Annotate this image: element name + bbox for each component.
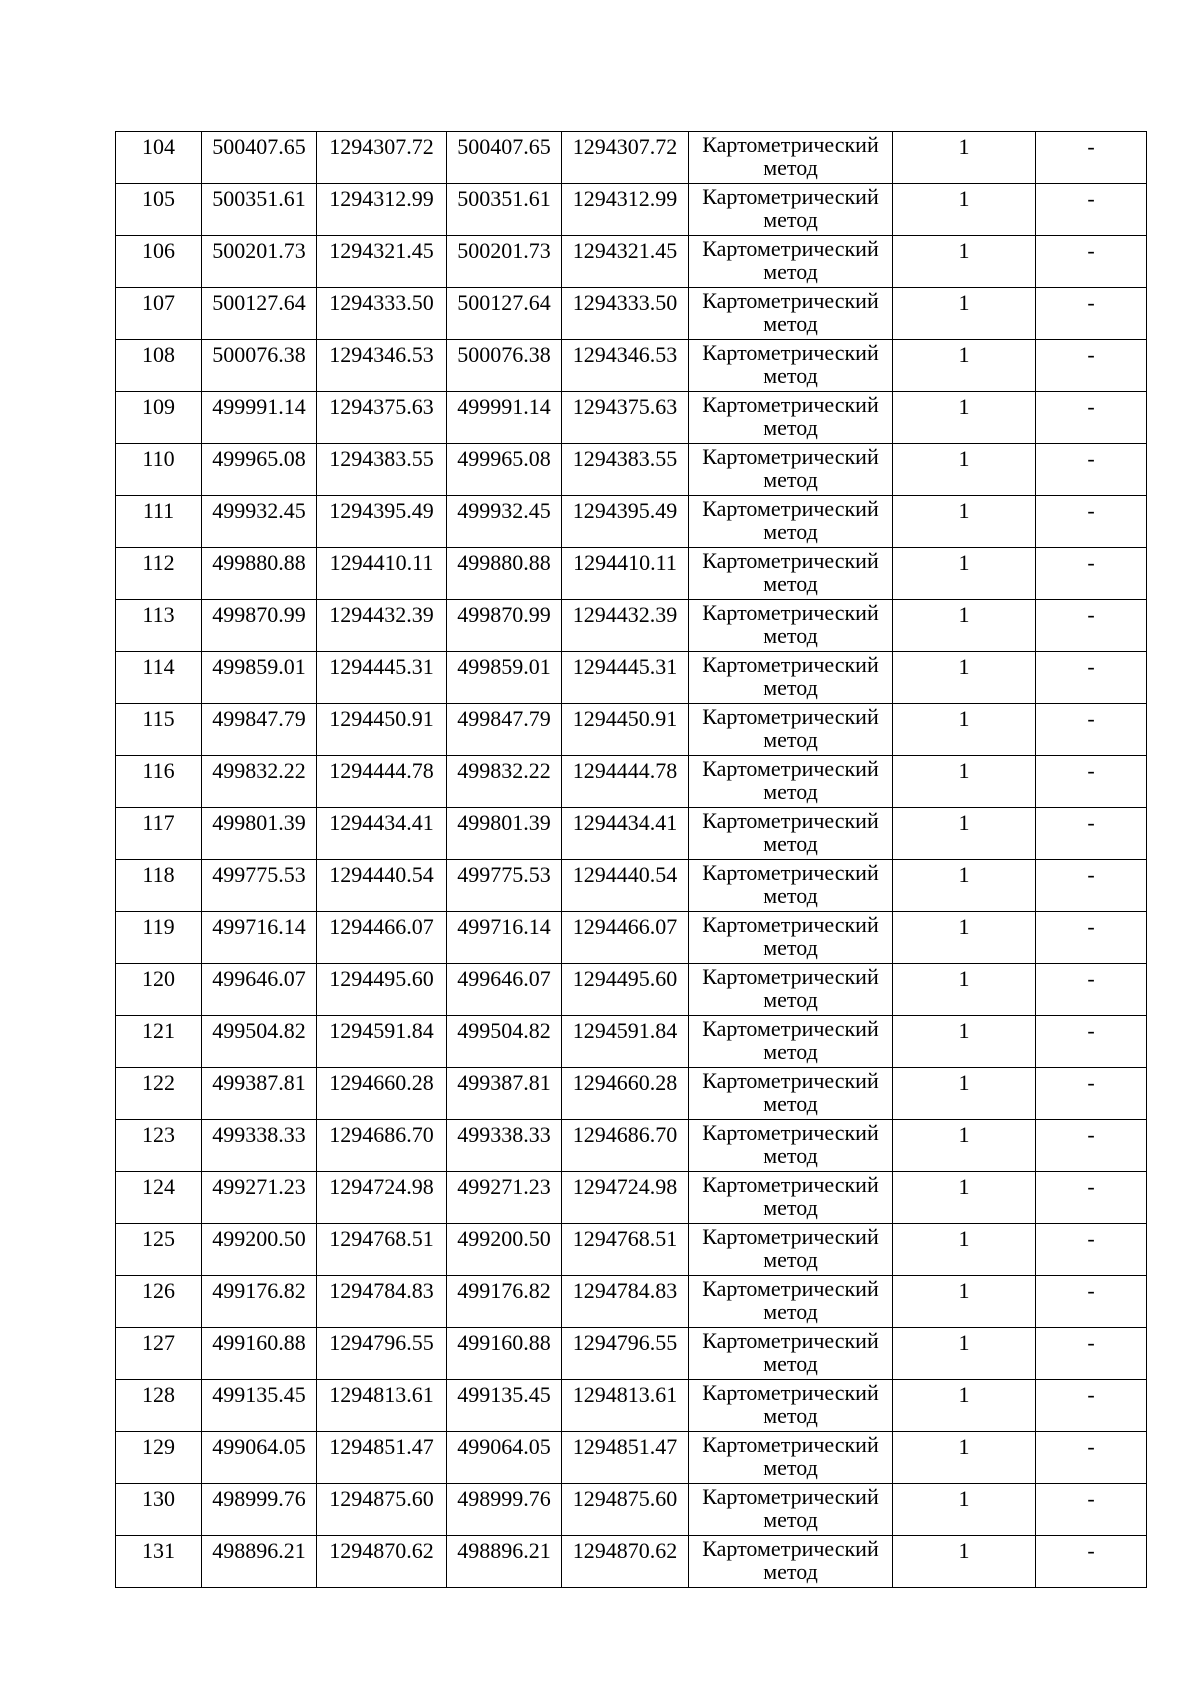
note-cell: - <box>1036 1536 1147 1588</box>
x-new-cell: 499801.39 <box>447 808 562 860</box>
note-cell: - <box>1036 548 1147 600</box>
point-number-cell: 128 <box>116 1380 202 1432</box>
y-existing-cell: 1294784.83 <box>317 1276 447 1328</box>
table-row <box>116 1432 1147 1484</box>
accuracy-cell: 1 <box>893 496 1036 548</box>
y-new-cell: 1294375.63 <box>562 392 689 444</box>
note-cell: - <box>1036 756 1147 808</box>
point-number-cell: 116 <box>116 756 202 808</box>
y-new-cell: 1294346.53 <box>562 340 689 392</box>
method-cell: Картометрический метод <box>689 1224 893 1276</box>
point-number-cell: 113 <box>116 600 202 652</box>
method-cell: Картометрический метод <box>689 340 893 392</box>
x-existing-cell: 500076.38 <box>202 340 317 392</box>
note-cell: - <box>1036 1276 1147 1328</box>
point-number-cell: 123 <box>116 1120 202 1172</box>
method-cell: Картометрический метод <box>689 1068 893 1120</box>
method-cell: Картометрический метод <box>689 444 893 496</box>
x-new-cell: 499646.07 <box>447 964 562 1016</box>
point-number-cell: 111 <box>116 496 202 548</box>
table-row <box>116 1276 1147 1328</box>
table-row <box>116 1068 1147 1120</box>
x-existing-cell: 500351.61 <box>202 184 317 236</box>
point-number-cell: 104 <box>116 132 202 184</box>
x-existing-cell: 499832.22 <box>202 756 317 808</box>
x-existing-cell: 499716.14 <box>202 912 317 964</box>
x-existing-cell: 499991.14 <box>202 392 317 444</box>
y-new-cell: 1294724.98 <box>562 1172 689 1224</box>
accuracy-cell: 1 <box>893 392 1036 444</box>
y-existing-cell: 1294432.39 <box>317 600 447 652</box>
table-row <box>116 1172 1147 1224</box>
accuracy-cell: 1 <box>893 184 1036 236</box>
y-new-cell: 1294813.61 <box>562 1380 689 1432</box>
accuracy-cell: 1 <box>893 1536 1036 1588</box>
note-cell: - <box>1036 1432 1147 1484</box>
x-existing-cell: 499160.88 <box>202 1328 317 1380</box>
y-new-cell: 1294875.60 <box>562 1484 689 1536</box>
table-row <box>116 1016 1147 1068</box>
x-existing-cell: 499271.23 <box>202 1172 317 1224</box>
note-cell: - <box>1036 652 1147 704</box>
method-cell: Картометрический метод <box>689 496 893 548</box>
method-cell: Картометрический метод <box>689 1120 893 1172</box>
point-number-cell: 129 <box>116 1432 202 1484</box>
accuracy-cell: 1 <box>893 808 1036 860</box>
accuracy-cell: 1 <box>893 756 1036 808</box>
table-row <box>116 1380 1147 1432</box>
x-existing-cell: 499504.82 <box>202 1016 317 1068</box>
y-existing-cell: 1294434.41 <box>317 808 447 860</box>
y-new-cell: 1294466.07 <box>562 912 689 964</box>
y-new-cell: 1294591.84 <box>562 1016 689 1068</box>
x-new-cell: 499991.14 <box>447 392 562 444</box>
note-cell: - <box>1036 184 1147 236</box>
table-row <box>116 808 1147 860</box>
y-new-cell: 1294321.45 <box>562 236 689 288</box>
x-existing-cell: 500407.65 <box>202 132 317 184</box>
method-cell: Картометрический метод <box>689 1484 893 1536</box>
coordinates-table <box>115 131 1147 1588</box>
method-cell: Картометрический метод <box>689 1380 893 1432</box>
accuracy-cell: 1 <box>893 1484 1036 1536</box>
y-new-cell: 1294784.83 <box>562 1276 689 1328</box>
note-cell: - <box>1036 288 1147 340</box>
accuracy-cell: 1 <box>893 964 1036 1016</box>
table-row <box>116 1484 1147 1536</box>
point-number-cell: 110 <box>116 444 202 496</box>
table-row <box>116 756 1147 808</box>
table-row <box>116 444 1147 496</box>
point-number-cell: 106 <box>116 236 202 288</box>
table-row <box>116 912 1147 964</box>
method-cell: Картометрический метод <box>689 912 893 964</box>
note-cell: - <box>1036 236 1147 288</box>
point-number-cell: 127 <box>116 1328 202 1380</box>
x-existing-cell: 499859.01 <box>202 652 317 704</box>
point-number-cell: 109 <box>116 392 202 444</box>
y-existing-cell: 1294660.28 <box>317 1068 447 1120</box>
y-existing-cell: 1294813.61 <box>317 1380 447 1432</box>
y-new-cell: 1294333.50 <box>562 288 689 340</box>
y-new-cell: 1294383.55 <box>562 444 689 496</box>
x-existing-cell: 498896.21 <box>202 1536 317 1588</box>
y-existing-cell: 1294375.63 <box>317 392 447 444</box>
y-existing-cell: 1294495.60 <box>317 964 447 1016</box>
x-new-cell: 500407.65 <box>447 132 562 184</box>
point-number-cell: 122 <box>116 1068 202 1120</box>
table-row <box>116 288 1147 340</box>
accuracy-cell: 1 <box>893 652 1036 704</box>
table-row <box>116 496 1147 548</box>
method-cell: Картометрический метод <box>689 860 893 912</box>
point-number-cell: 117 <box>116 808 202 860</box>
method-cell: Картометрический метод <box>689 1276 893 1328</box>
y-existing-cell: 1294870.62 <box>317 1536 447 1588</box>
x-existing-cell: 499064.05 <box>202 1432 317 1484</box>
table-row <box>116 392 1147 444</box>
x-new-cell: 499870.99 <box>447 600 562 652</box>
y-existing-cell: 1294312.99 <box>317 184 447 236</box>
table-row <box>116 548 1147 600</box>
y-existing-cell: 1294333.50 <box>317 288 447 340</box>
note-cell: - <box>1036 1068 1147 1120</box>
x-existing-cell: 499801.39 <box>202 808 317 860</box>
note-cell: - <box>1036 808 1147 860</box>
x-existing-cell: 499646.07 <box>202 964 317 1016</box>
y-new-cell: 1294440.54 <box>562 860 689 912</box>
y-existing-cell: 1294307.72 <box>317 132 447 184</box>
y-existing-cell: 1294444.78 <box>317 756 447 808</box>
method-cell: Картометрический метод <box>689 1172 893 1224</box>
method-cell: Картометрический метод <box>689 548 893 600</box>
x-new-cell: 499387.81 <box>447 1068 562 1120</box>
x-new-cell: 499775.53 <box>447 860 562 912</box>
note-cell: - <box>1036 1120 1147 1172</box>
note-cell: - <box>1036 392 1147 444</box>
point-number-cell: 107 <box>116 288 202 340</box>
x-existing-cell: 499387.81 <box>202 1068 317 1120</box>
table-row <box>116 1536 1147 1588</box>
y-existing-cell: 1294383.55 <box>317 444 447 496</box>
method-cell: Картометрический метод <box>689 964 893 1016</box>
note-cell: - <box>1036 964 1147 1016</box>
table-row <box>116 1328 1147 1380</box>
method-cell: Картометрический метод <box>689 756 893 808</box>
x-existing-cell: 499135.45 <box>202 1380 317 1432</box>
x-new-cell: 499338.33 <box>447 1120 562 1172</box>
point-number-cell: 115 <box>116 704 202 756</box>
table-row <box>116 704 1147 756</box>
y-existing-cell: 1294724.98 <box>317 1172 447 1224</box>
point-number-cell: 124 <box>116 1172 202 1224</box>
x-new-cell: 500127.64 <box>447 288 562 340</box>
accuracy-cell: 1 <box>893 600 1036 652</box>
table-row <box>116 964 1147 1016</box>
y-new-cell: 1294312.99 <box>562 184 689 236</box>
x-new-cell: 500201.73 <box>447 236 562 288</box>
accuracy-cell: 1 <box>893 236 1036 288</box>
method-cell: Картометрический метод <box>689 1432 893 1484</box>
method-cell: Картометрический метод <box>689 1016 893 1068</box>
table-row <box>116 652 1147 704</box>
y-existing-cell: 1294875.60 <box>317 1484 447 1536</box>
accuracy-cell: 1 <box>893 704 1036 756</box>
x-existing-cell: 499880.88 <box>202 548 317 600</box>
table-row <box>116 1120 1147 1172</box>
x-new-cell: 499504.82 <box>447 1016 562 1068</box>
point-number-cell: 125 <box>116 1224 202 1276</box>
accuracy-cell: 1 <box>893 1120 1036 1172</box>
accuracy-cell: 1 <box>893 912 1036 964</box>
x-new-cell: 499160.88 <box>447 1328 562 1380</box>
y-new-cell: 1294686.70 <box>562 1120 689 1172</box>
note-cell: - <box>1036 1224 1147 1276</box>
point-number-cell: 114 <box>116 652 202 704</box>
point-number-cell: 120 <box>116 964 202 1016</box>
x-new-cell: 499965.08 <box>447 444 562 496</box>
note-cell: - <box>1036 1484 1147 1536</box>
x-existing-cell: 500127.64 <box>202 288 317 340</box>
x-new-cell: 499880.88 <box>447 548 562 600</box>
x-existing-cell: 499965.08 <box>202 444 317 496</box>
point-number-cell: 118 <box>116 860 202 912</box>
method-cell: Картометрический метод <box>689 1536 893 1588</box>
point-number-cell: 121 <box>116 1016 202 1068</box>
note-cell: - <box>1036 1172 1147 1224</box>
y-new-cell: 1294434.41 <box>562 808 689 860</box>
method-cell: Картометрический метод <box>689 184 893 236</box>
y-existing-cell: 1294686.70 <box>317 1120 447 1172</box>
accuracy-cell: 1 <box>893 340 1036 392</box>
x-existing-cell: 500201.73 <box>202 236 317 288</box>
method-cell: Картометрический метод <box>689 704 893 756</box>
method-cell: Картометрический метод <box>689 132 893 184</box>
x-new-cell: 499135.45 <box>447 1380 562 1432</box>
point-number-cell: 131 <box>116 1536 202 1588</box>
x-new-cell: 499716.14 <box>447 912 562 964</box>
y-existing-cell: 1294321.45 <box>317 236 447 288</box>
y-new-cell: 1294870.62 <box>562 1536 689 1588</box>
x-existing-cell: 499870.99 <box>202 600 317 652</box>
accuracy-cell: 1 <box>893 1432 1036 1484</box>
note-cell: - <box>1036 600 1147 652</box>
method-cell: Картометрический метод <box>689 600 893 652</box>
method-cell: Картометрический метод <box>689 808 893 860</box>
note-cell: - <box>1036 912 1147 964</box>
note-cell: - <box>1036 1328 1147 1380</box>
x-new-cell: 499176.82 <box>447 1276 562 1328</box>
y-existing-cell: 1294445.31 <box>317 652 447 704</box>
y-existing-cell: 1294410.11 <box>317 548 447 600</box>
accuracy-cell: 1 <box>893 444 1036 496</box>
y-new-cell: 1294307.72 <box>562 132 689 184</box>
point-number-cell: 119 <box>116 912 202 964</box>
x-new-cell: 500076.38 <box>447 340 562 392</box>
x-new-cell: 499271.23 <box>447 1172 562 1224</box>
y-existing-cell: 1294796.55 <box>317 1328 447 1380</box>
x-new-cell: 499064.05 <box>447 1432 562 1484</box>
note-cell: - <box>1036 704 1147 756</box>
y-existing-cell: 1294851.47 <box>317 1432 447 1484</box>
note-cell: - <box>1036 340 1147 392</box>
accuracy-cell: 1 <box>893 1380 1036 1432</box>
x-new-cell: 498896.21 <box>447 1536 562 1588</box>
y-new-cell: 1294796.55 <box>562 1328 689 1380</box>
y-new-cell: 1294851.47 <box>562 1432 689 1484</box>
y-new-cell: 1294395.49 <box>562 496 689 548</box>
note-cell: - <box>1036 1380 1147 1432</box>
point-number-cell: 105 <box>116 184 202 236</box>
accuracy-cell: 1 <box>893 1172 1036 1224</box>
note-cell: - <box>1036 444 1147 496</box>
x-new-cell: 499847.79 <box>447 704 562 756</box>
x-new-cell: 499932.45 <box>447 496 562 548</box>
y-existing-cell: 1294768.51 <box>317 1224 447 1276</box>
accuracy-cell: 1 <box>893 1276 1036 1328</box>
note-cell: - <box>1036 132 1147 184</box>
x-existing-cell: 499775.53 <box>202 860 317 912</box>
point-number-cell: 108 <box>116 340 202 392</box>
method-cell: Картометрический метод <box>689 392 893 444</box>
x-existing-cell: 499932.45 <box>202 496 317 548</box>
x-new-cell: 499859.01 <box>447 652 562 704</box>
accuracy-cell: 1 <box>893 1328 1036 1380</box>
method-cell: Картометрический метод <box>689 236 893 288</box>
x-existing-cell: 499176.82 <box>202 1276 317 1328</box>
y-new-cell: 1294444.78 <box>562 756 689 808</box>
accuracy-cell: 1 <box>893 1068 1036 1120</box>
table-body <box>116 132 1147 1588</box>
table-row <box>116 860 1147 912</box>
y-existing-cell: 1294440.54 <box>317 860 447 912</box>
y-new-cell: 1294432.39 <box>562 600 689 652</box>
method-cell: Картометрический метод <box>689 288 893 340</box>
table-row <box>116 340 1147 392</box>
x-existing-cell: 499847.79 <box>202 704 317 756</box>
y-existing-cell: 1294591.84 <box>317 1016 447 1068</box>
y-existing-cell: 1294466.07 <box>317 912 447 964</box>
y-new-cell: 1294445.31 <box>562 652 689 704</box>
y-new-cell: 1294768.51 <box>562 1224 689 1276</box>
x-new-cell: 500351.61 <box>447 184 562 236</box>
y-new-cell: 1294495.60 <box>562 964 689 1016</box>
accuracy-cell: 1 <box>893 1016 1036 1068</box>
table-row <box>116 600 1147 652</box>
note-cell: - <box>1036 496 1147 548</box>
y-existing-cell: 1294395.49 <box>317 496 447 548</box>
table-row <box>116 236 1147 288</box>
y-existing-cell: 1294450.91 <box>317 704 447 756</box>
table-row <box>116 132 1147 184</box>
x-new-cell: 499200.50 <box>447 1224 562 1276</box>
point-number-cell: 130 <box>116 1484 202 1536</box>
y-new-cell: 1294410.11 <box>562 548 689 600</box>
x-existing-cell: 499200.50 <box>202 1224 317 1276</box>
x-new-cell: 498999.76 <box>447 1484 562 1536</box>
note-cell: - <box>1036 860 1147 912</box>
note-cell: - <box>1036 1016 1147 1068</box>
y-new-cell: 1294660.28 <box>562 1068 689 1120</box>
x-existing-cell: 498999.76 <box>202 1484 317 1536</box>
accuracy-cell: 1 <box>893 548 1036 600</box>
method-cell: Картометрический метод <box>689 652 893 704</box>
table-row <box>116 1224 1147 1276</box>
x-existing-cell: 499338.33 <box>202 1120 317 1172</box>
point-number-cell: 126 <box>116 1276 202 1328</box>
table-row <box>116 184 1147 236</box>
y-new-cell: 1294450.91 <box>562 704 689 756</box>
method-cell: Картометрический метод <box>689 1328 893 1380</box>
point-number-cell: 112 <box>116 548 202 600</box>
y-existing-cell: 1294346.53 <box>317 340 447 392</box>
x-new-cell: 499832.22 <box>447 756 562 808</box>
accuracy-cell: 1 <box>893 1224 1036 1276</box>
accuracy-cell: 1 <box>893 288 1036 340</box>
accuracy-cell: 1 <box>893 860 1036 912</box>
accuracy-cell: 1 <box>893 132 1036 184</box>
